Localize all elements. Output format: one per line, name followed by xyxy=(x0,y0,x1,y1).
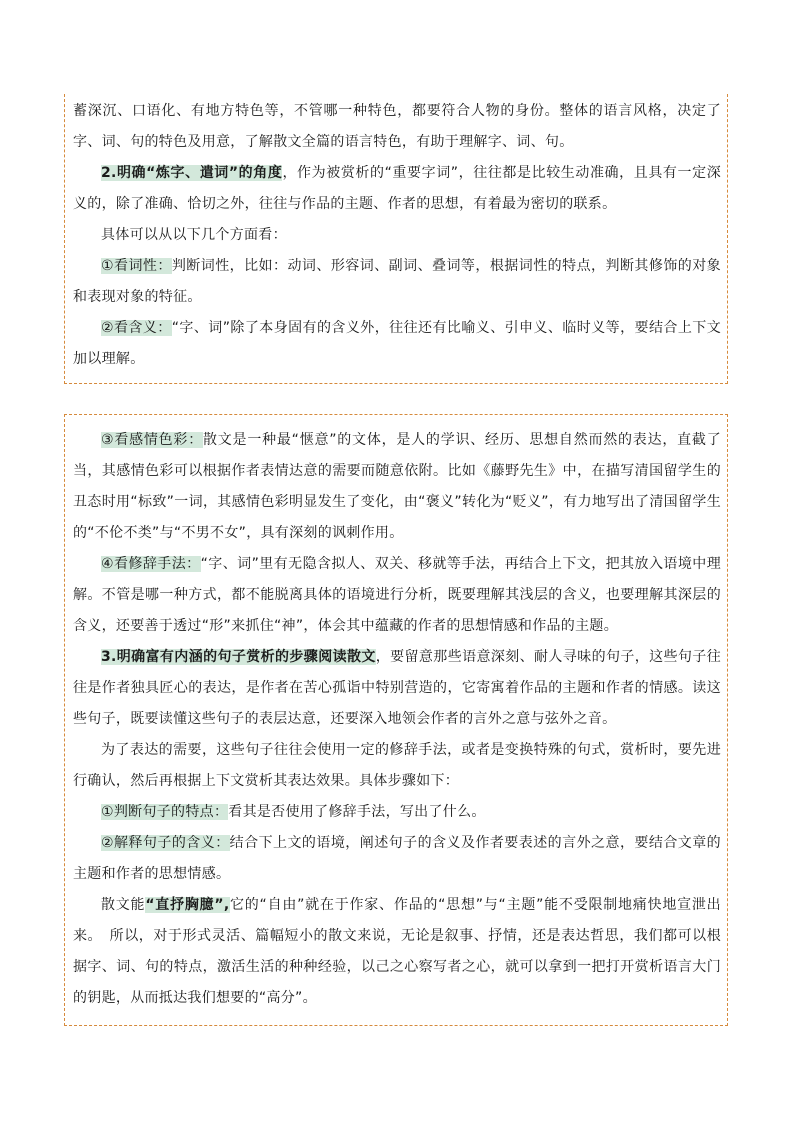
paragraph-conclusion: 散文能“直抒胸臆”,它的“自由”就在于作家、作品的“思想”与“主题”能不受限制地痛快地宣泄出来。 所以，对于形式灵活、篇幅短小的散文来说，无论是叙事、抒情，还是表达哲思，我们都可以根据字、词、句的特点，激活生活的种种经验，以己之心察写者之心，就可以拿到一把打开赏析语言大门的钥匙，从而抵达我们想要的“高分”。 xyxy=(73,897,721,1006)
content-box-top xyxy=(64,94,728,384)
paragraph-sentence-meaning: ②解释句子的含义：结合下上文的语境，阐述句子的含义及作者要表述的言外之意，要结合文章的主题和作者的思想情感。 xyxy=(73,835,721,882)
paragraph-part-of-speech: ①看词性：判断词性，比如：动词、形容词、副词、叠词等，根据词性的特点，判断其修饰的对象和表现对象的特征。 xyxy=(73,258,721,305)
content-box-bottom xyxy=(64,414,728,1026)
paragraph-aspects-intro: 具体可以从以下几个方面看： xyxy=(101,227,287,243)
highlight-heading: ②解释句子的含义： xyxy=(101,835,230,851)
paragraph-steps-intro: 为了表达的需要，这些句子往往会使用一定的修辞手法，或者是变换特殊的句式，赏析时，要先进行确认，然后再根据上下文赏析其表达效果。具体步骤如下： xyxy=(73,742,721,789)
highlight-heading: 3.明确富有内涵的句子赏析的步骤阅读散文 xyxy=(101,649,376,665)
highlight-heading: ④看修辞手法： xyxy=(101,556,201,572)
highlight-heading: 2.明确“炼字、遣词”的角度 xyxy=(101,165,283,181)
paragraph-emotional-color: ③看感情色彩：散文是一种最“惬意”的文体，是人的学识、经历、思想自然而然的表达，直截了当，其感情色彩可以根据作者表情达意的需要而随意依附。比如《藤野先生》中，在描写清国留学生的丑态时用“标致”一词，其感情色彩明显发生了变化，由“褒义”转化为“贬义”，有力地写出了清国留学生的“不伦不类”与“不男不女”，具有深刻的讽刺作用。 xyxy=(73,432,721,541)
paragraph-sentence-features: ①判断句子的特点：看其是否使用了修辞手法，写出了什么。 xyxy=(101,804,486,820)
paragraph-rhetoric: ④看修辞手法：“字、词”里有无隐含拟人、双关、移就等手法，再结合上下文，把其放入语境中理解。不管是哪一种方式，都不能脱离具体的语境进行分析，既要理解其浅层的含义，也要理解其深层的含义，还要善于透过“形”来抓住“神”，体会其中蕴藏的作者的思想情感和作品的主题。 xyxy=(73,556,721,634)
paragraph-meaning: ②看含义：“字、词”除了本身固有的含义外，往往还有比喻义、引申义、临时义等，要结合上下文加以理解。 xyxy=(73,320,721,367)
paragraph-sentence-analysis: 3.明确富有内涵的句子赏析的步骤阅读散文，要留意那些语意深刻、耐人寻味的句子，这些句子往往是作者独具匠心的表达，是作者在苦心孤诣中特别营造的，它寄寓着作品的主题和作者的情感。读这些句子，既要读懂这些句子的表层达意，还要深入地领会作者的言外之意与弦外之音。 xyxy=(73,649,721,727)
highlight-heading: ①看词性： xyxy=(101,258,172,274)
highlight-heading: ②看含义： xyxy=(101,320,172,336)
paragraph-language-style: 蓄深沉、口语化、有地方特色等，不管哪一种特色，都要符合人物的身份。整体的语言风格，决定了字、词、句的特色及用意，了解散文全篇的语言特色，有助于理解字、词、句。 xyxy=(73,103,721,150)
highlight-heading: “直抒胸臆”, xyxy=(145,897,230,913)
paragraph-word-choice: 2.明确“炼字、遣词”的角度，作为被赏析的“重要字词”，往往都是比较生动准确，且具有一定深义的，除了准确、恰切之外，往往与作品的主题、作者的思想，有着最为密切的联系。 xyxy=(73,165,721,212)
highlight-heading: ③看感情色彩： xyxy=(101,432,203,448)
highlight-heading: ①判断句子的特点： xyxy=(101,804,229,820)
